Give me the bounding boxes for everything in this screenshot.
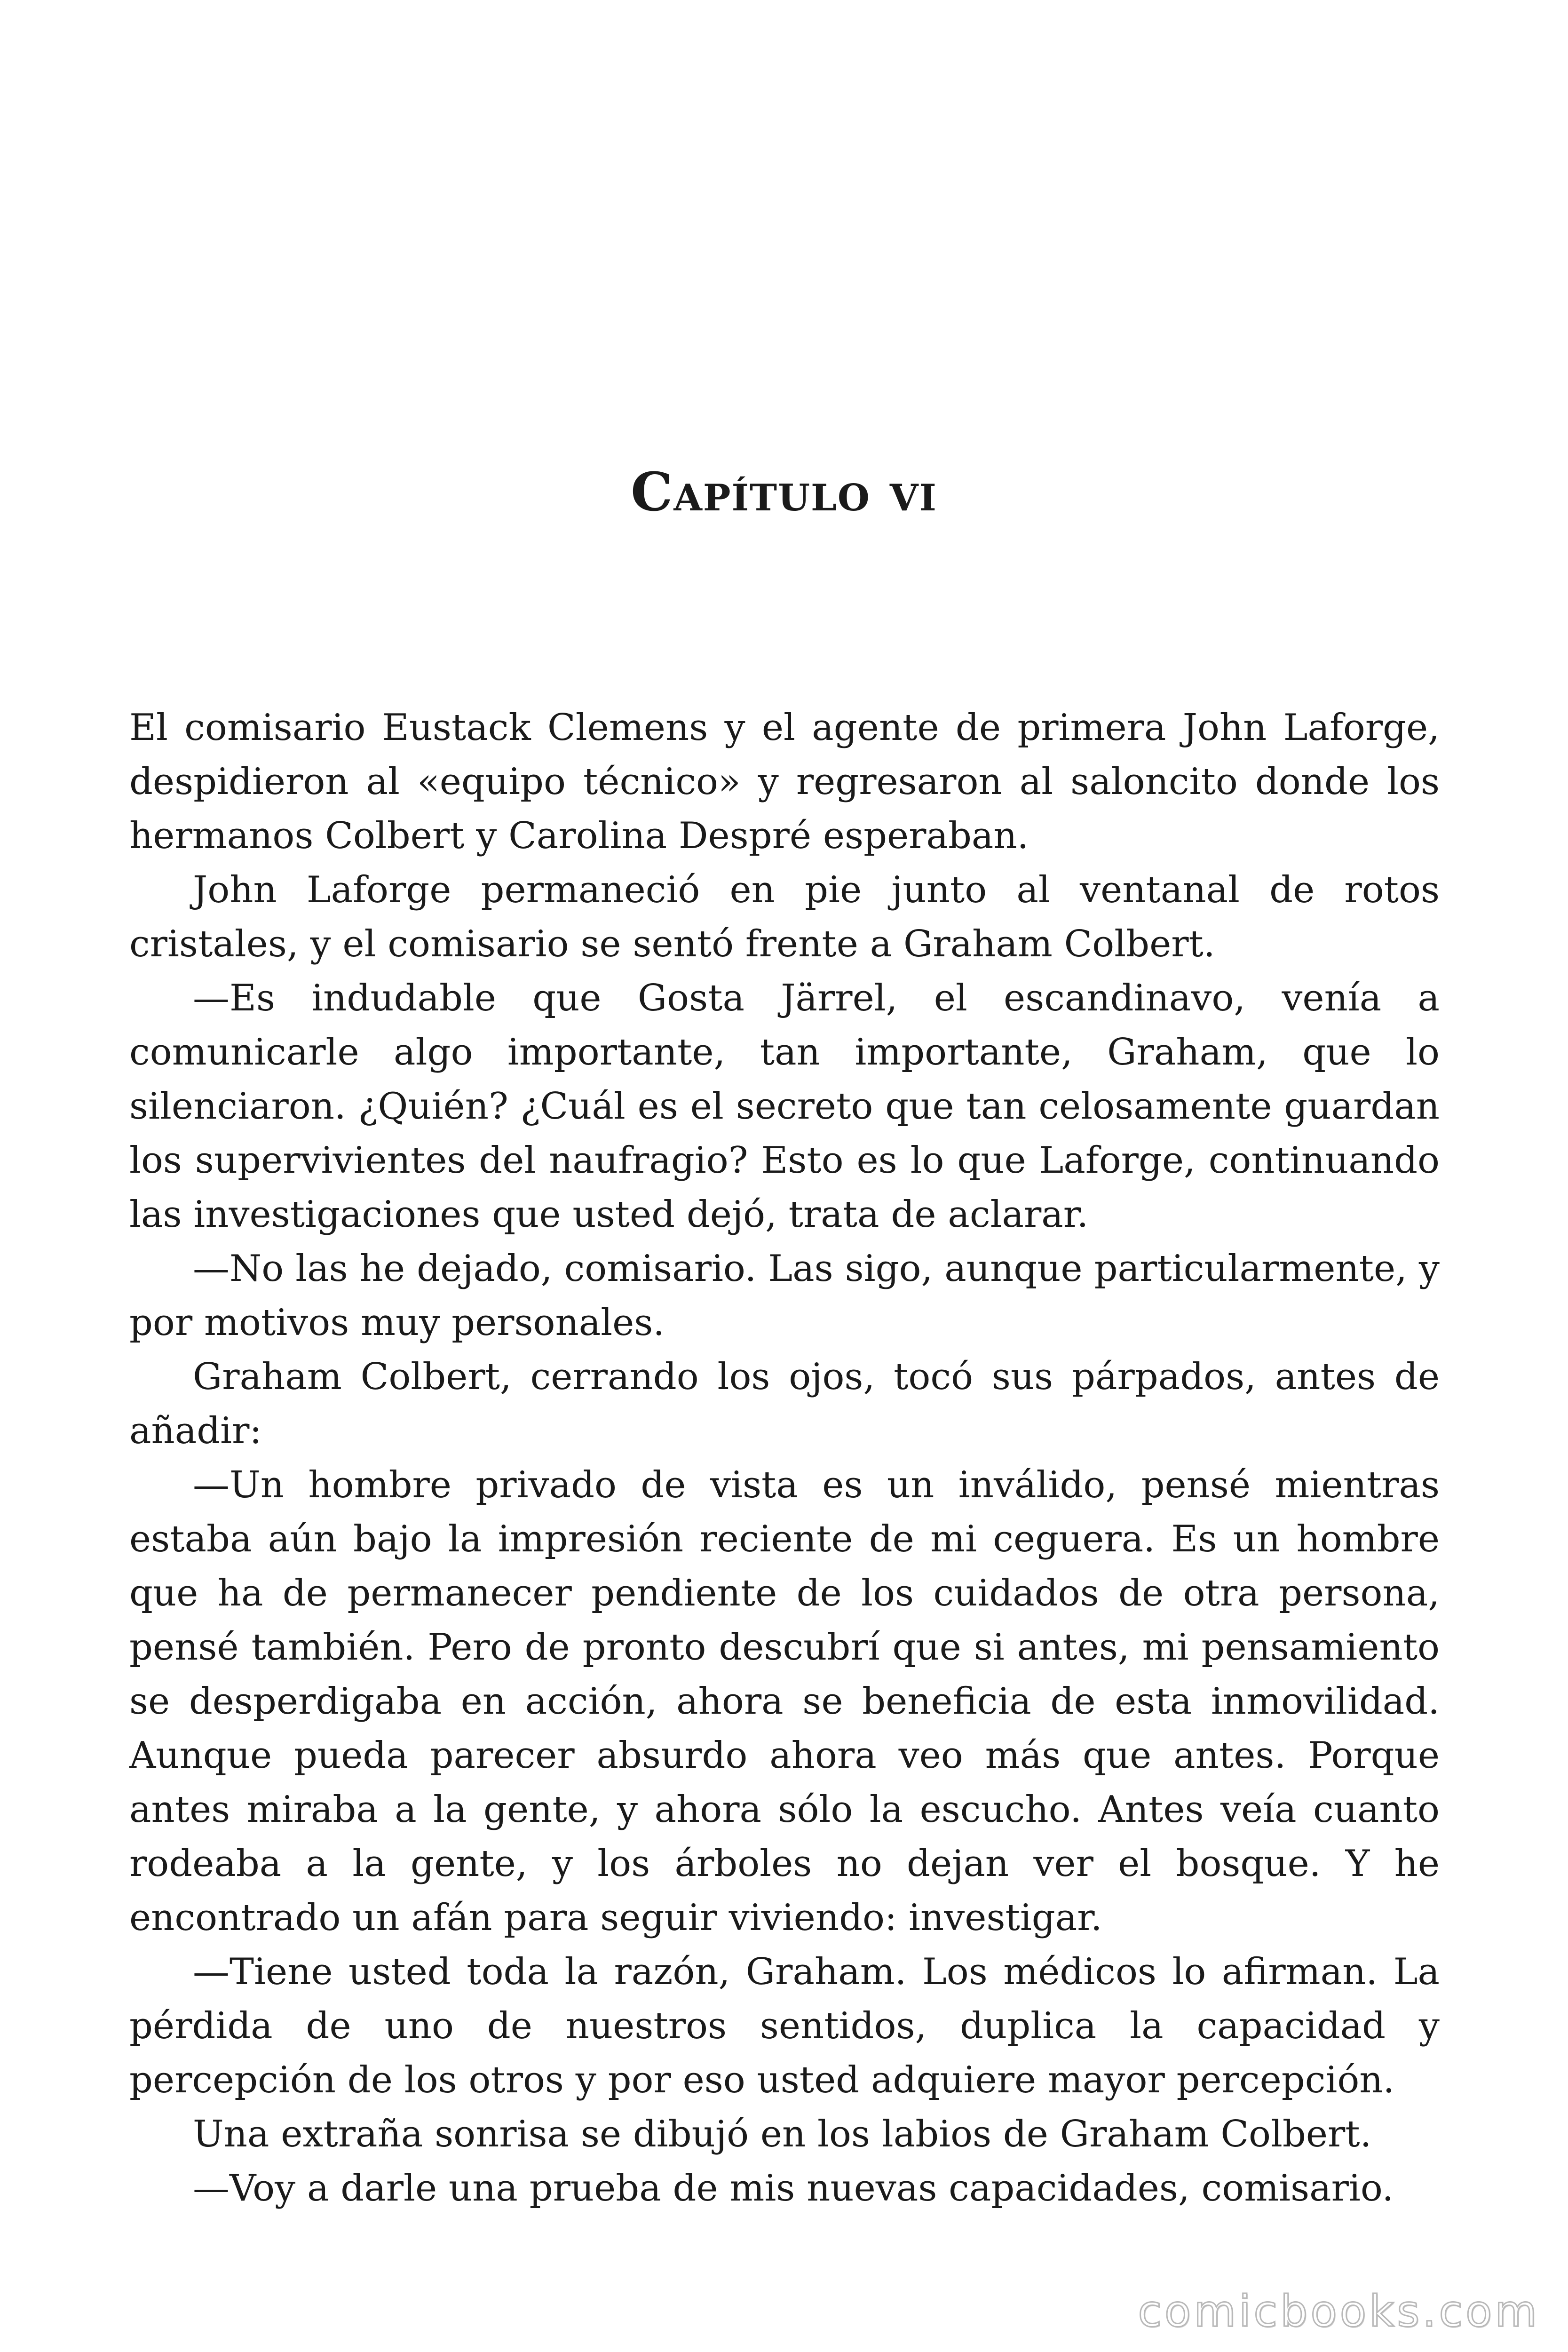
chapter-body [129, 701, 1440, 2216]
paragraph: —Es indudable que Gosta Järrel, el escandinavo, venía a comunicarle algo importante, tan importante, Graham, que lo silenciaron. ¿Quién? ¿Cuál es el secreto que tan celosamente guardan los supervivientes del naufragio? Esto es lo que Laforge, continuando las investigaciones que usted dejó, trata de aclarar. [129, 977, 1440, 1236]
paragraph: John Laforge permaneció en pie junto al ventanal de rotos cristales, y el comisario se sentó frente a Graham Colbert. [129, 869, 1440, 965]
paragraph: Graham Colbert, cerrando los ojos, tocó sus párpados, antes de añadir: [129, 1356, 1440, 1452]
paragraph: —Un hombre privado de vista es un inválido, pensé mientras estaba aún bajo la impresión reciente de mi ceguera. Es un hombre que ha de permanecer pendiente de los cuidados de otra persona, pensé también. Pero de pronto descubrí que si antes, mi pensamiento se desperdigaba en acción, ahora se beneficia de esta inmovilidad. Aunque pueda parecer absurdo ahora veo más que antes. Porque antes miraba a la gente, y ahora sólo la escucho. Antes veía cuanto rodeaba a la gente, y los árboles no dejan ver el bosque. Y he encontrado un afán para seguir viviendo: investigar. [129, 1464, 1440, 1939]
paragraph: —No las he dejado, comisario. Las sigo, aunque particularmente, y por motivos muy personales. [129, 1248, 1440, 1344]
paragraph: —Voy a darle una prueba de mis nuevas capacidades, comisario. [193, 2167, 1394, 2209]
paragraph: El comisario Eustack Clemens y el agente de primera John Laforge, despidieron al «equipo técnico» y regresaron al saloncito donde los hermanos Colbert y Carolina Despré esperaban. [129, 707, 1440, 857]
paragraph: —Tiene usted toda la razón, Graham. Los médicos lo afirman. La pérdida de uno de nuestros sentidos, duplica la capacidad y percepción de los otros y por eso usted adquiere mayor percepción. [129, 1951, 1440, 2101]
paragraph: Una extraña sonrisa se dibujó en los labios de Graham Colbert. [193, 2113, 1372, 2155]
site-watermark: comicbooks.com [1138, 2286, 1540, 2336]
chapter-title: Capítulo vi [631, 461, 937, 523]
